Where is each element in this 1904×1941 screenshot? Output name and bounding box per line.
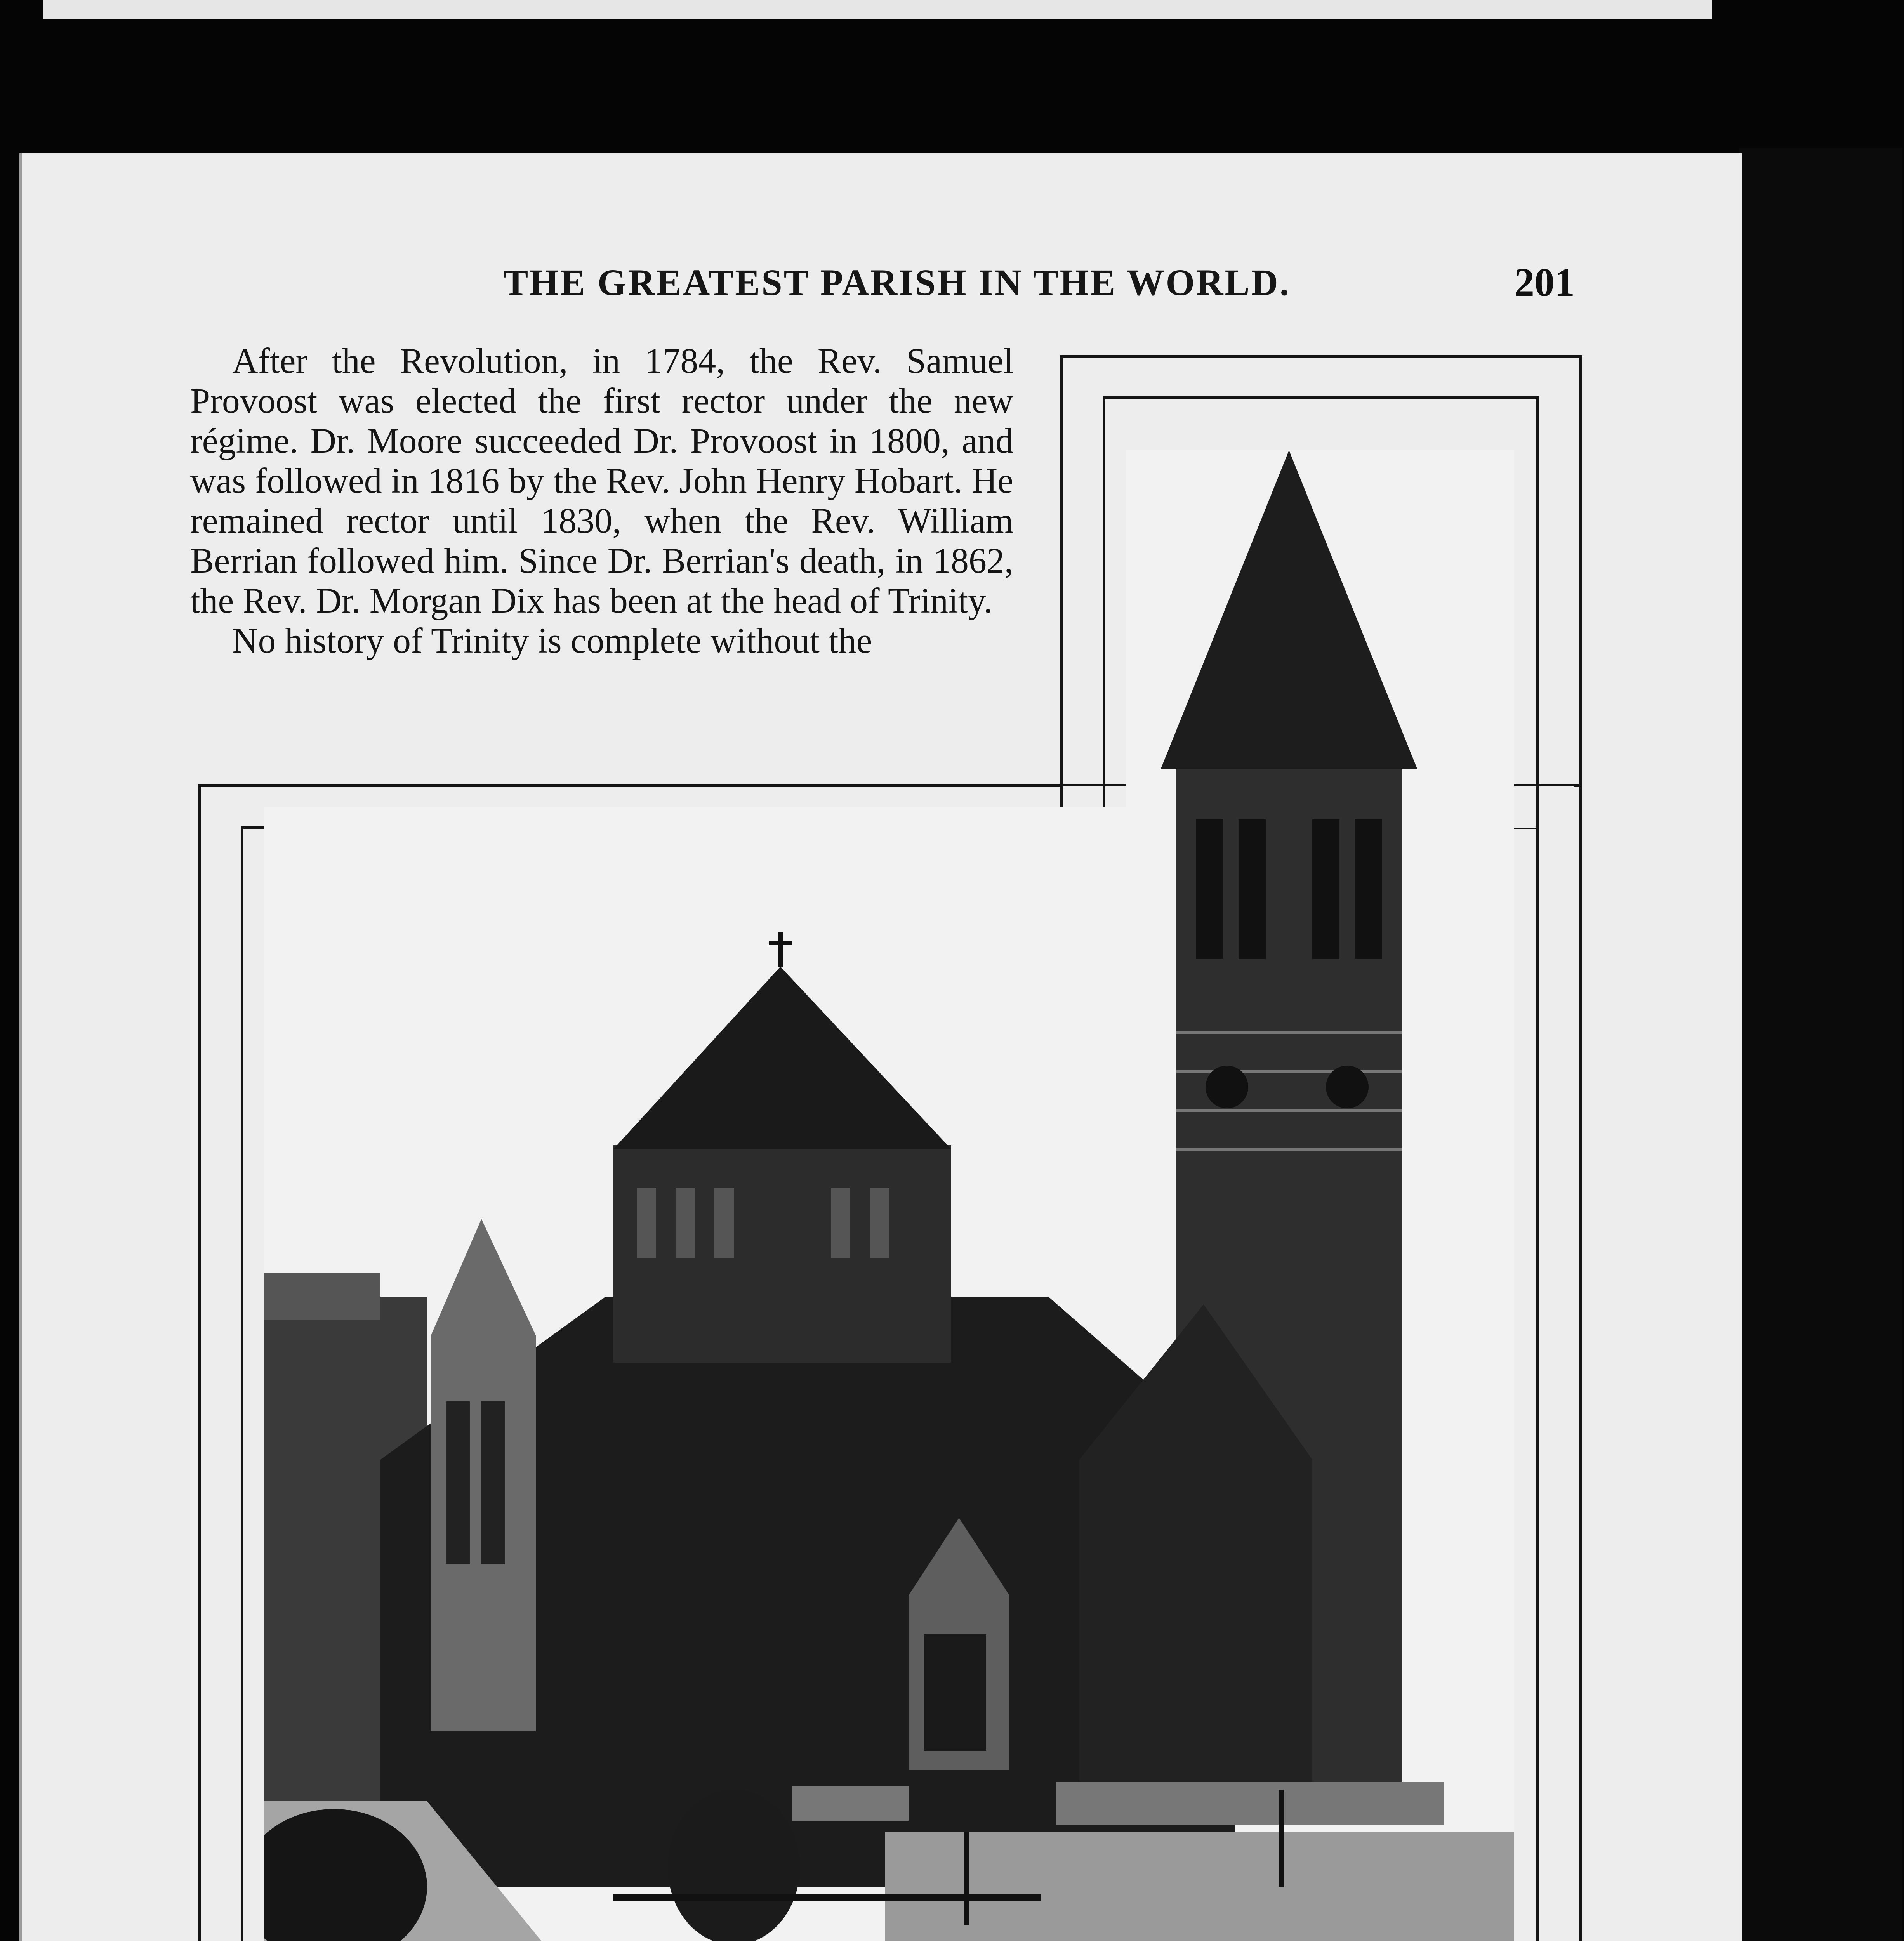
running-head: THE GREATEST PARISH IN THE WORLD. — [503, 262, 1291, 303]
intro-paragraph-2: No history of Trinity is complete without the — [232, 621, 872, 660]
scanner-top-strip — [43, 0, 1712, 19]
church-photograph — [264, 450, 1514, 1941]
scan-background-right — [1739, 148, 1902, 1941]
page-number: 201 — [1514, 260, 1575, 305]
intro-paragraph-1: After the Revolution, in 1784, the Rev. Samuel Provoost was elected the first rector under the new régime. Dr. Moore succeeded Dr. Provoost in 1800, and was followed in 1816 by the Rev. John Henry Hobart. He remained rector until 1830, when the Rev. William Berrian followed him. Since Dr. Berrian's death, in 1862, the Rev. Dr. Morgan Dix has been at the head of Trinity. — [190, 341, 1013, 620]
